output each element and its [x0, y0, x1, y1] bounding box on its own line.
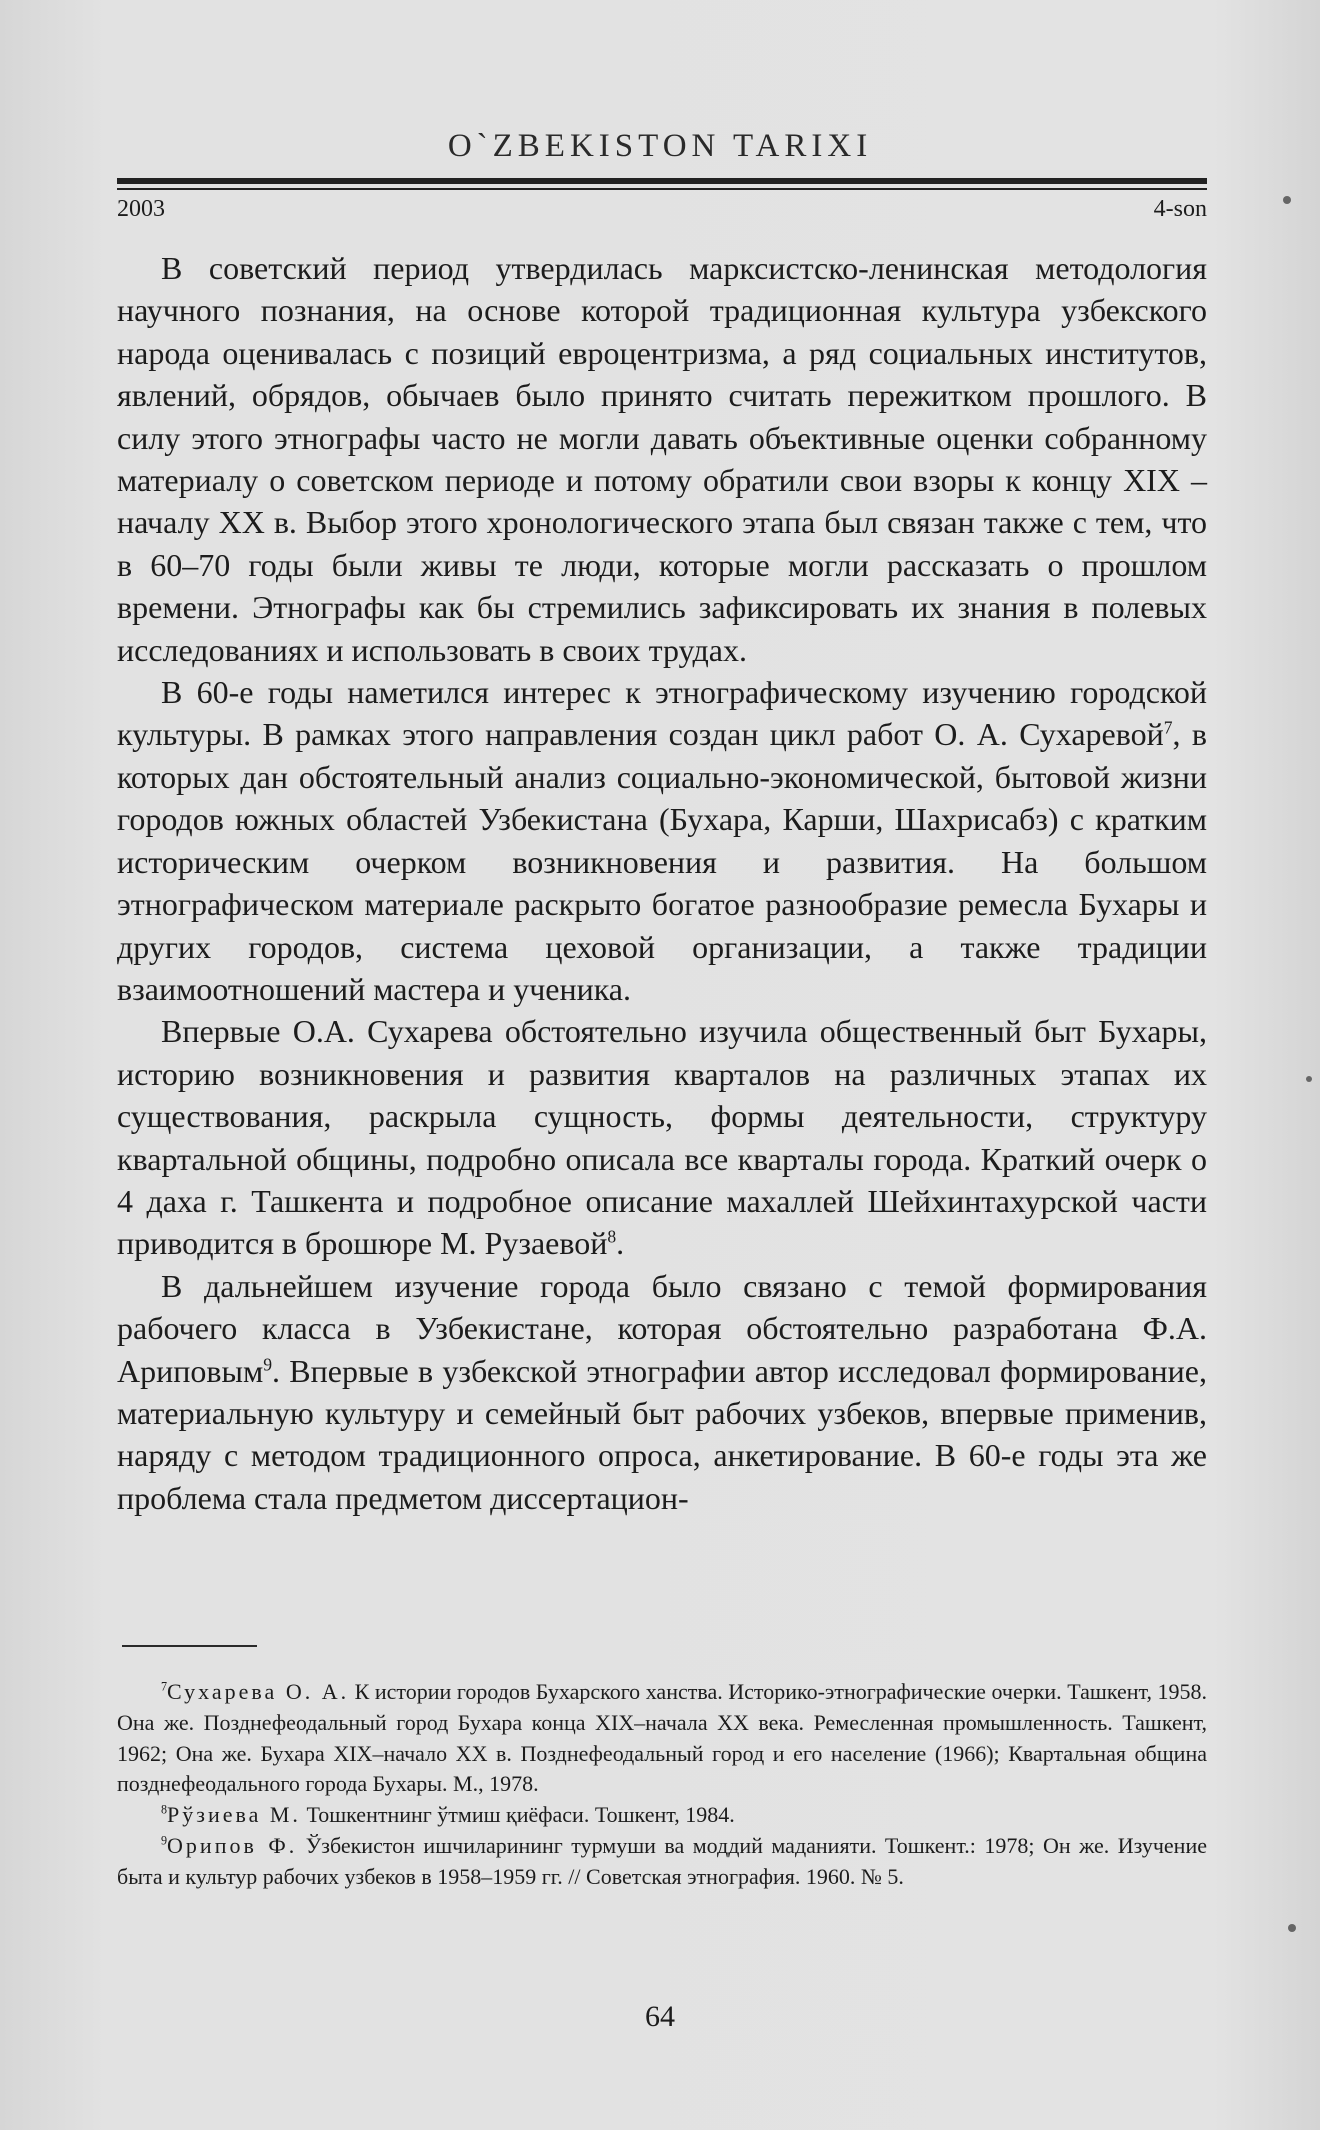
footnotes: [117, 1677, 1207, 1893]
scan-speck: [1288, 1924, 1296, 1932]
footnote-text: К истории городов Бухарского ханства. Историко-этнографические очерки. Ташкент, 1958. Она же. Позднефеодальный город Бухара конца XIX–начала XX века. Ремесленная промышленность. Ташкент, 1962; Она же. Бухара XIX–начало XX в. Позднефеодальный город и его население (1966); Квартальная община позднефеодального города Бухары. М., 1978.: [117, 1679, 1207, 1797]
journal-title: O`ZBEKISTON TARIXI: [447, 128, 873, 164]
paragraph-text: Впервые О.А. Сухарева обстоятельно изучила общественный быт Бухары, историю возникновения и развития кварталов на различных этапах их существования, раскрыла сущность, формы деятельности, структуру квартальной общины, подробно описала все кварталы города. Краткий очерк о 4 даха г. Ташкента и подробное описание махаллей Шейхинтахурской части приводится в брошюре М. Рузаевой: [117, 1013, 1207, 1262]
footnote-ref: 7: [1163, 717, 1173, 738]
article-body: [117, 247, 1207, 1519]
footnote-9: [117, 1831, 1207, 1893]
footnote-separator: [122, 1645, 257, 1647]
paragraph-2: [117, 671, 1207, 1010]
paragraph-text: .: [616, 1225, 625, 1262]
footnote-8: [117, 1800, 1207, 1831]
paragraph-text: , в которых дан обстоятельный анализ социально-экономической, бытовой жизни городов южных областей Узбекистана (Бухара, Карши, Шахрисабз) с кратким историческим очерком возникновения и развития. На большом этнографическом материале раскрыто богатое разнообразие ремесла Бухары и других городов, система цеховой организации, а также традиции взаимоотношений мастера и ученика.: [117, 716, 1208, 1007]
footnote-author: Орипов Ф.: [167, 1832, 298, 1858]
paragraph-text: В 60-е годы наметился интерес к этнографическому изучению городской культуры. В рамках этого направления создан цикл работ О. А. Сухаревой: [117, 674, 1207, 753]
paragraph-text: В советский период утвердилась марксистско-ленинская методология научного познания, на основе которой традиционная культура узбекского народа оценивалась с позиций евроцентризма, а ряд социальных институтов, явлений, обрядов, обычаев было принято считать пережитком прошлого. В силу этого этнографы часто не могли давать объективные оценки собранному материалу о советском периоде и потому обратили свои взоры к концу XIX – началу XX в. Выбор этого хронологического этапа был связан также с тем, что в 60–70 годы были живы те люди, которые могли рассказать о прошлом времени. Этнографы как бы стремились зафиксировать их знания в полевых исследованиях и использовать в своих трудах.: [117, 250, 1207, 668]
paragraph-text: В дальнейшем изучение города было связано с темой формирования рабочего класса в Узбекистане, которая обстоятельно разработана Ф.А. Ариповым: [117, 1267, 1207, 1389]
header-rule-thick: [117, 178, 1207, 184]
footnote-author: Рўзиева М.: [167, 1802, 301, 1828]
footnote-author: Сухарева О. А.: [167, 1679, 350, 1704]
scan-speck: [1306, 1076, 1312, 1082]
footnote-number: 7: [161, 1679, 168, 1694]
footnote-text: Ўзбекистон ишчиларининг турмуши ва моддий маданияти. Тошкент.: 1978; Он же. Изучение быта и культур рабочих узбеков в 1958–1959 гг. // Советская этнография. 1960. № 5.: [117, 1832, 1207, 1889]
header-issue: 4-son: [1153, 196, 1207, 222]
footnote-number: 9: [161, 1833, 168, 1848]
footnote-ref: 8: [607, 1226, 617, 1247]
paragraph-1: [117, 247, 1207, 671]
footnote-number: 8: [161, 1802, 168, 1817]
paragraph-4: [117, 1265, 1207, 1519]
footnote-7: [117, 1677, 1207, 1800]
footnote-text: Тошкентнинг ўтмиш қиёфаси. Тошкент, 1984.: [300, 1802, 735, 1828]
paragraph-3: [117, 1010, 1207, 1264]
header-rule-thin: [117, 188, 1207, 190]
footnote-ref: 9: [263, 1353, 273, 1374]
scan-speck: [1283, 196, 1291, 204]
header-year: 2003: [117, 196, 165, 222]
page-number: 64: [645, 2000, 675, 2033]
paragraph-text: . Впервые в узбекской этнографии автор исследовал формирование, материальную культуру и семейный быт рабочих узбеков, впервые применив, наряду с методом традиционного опроса, анкетирование. В 60-е годы эта же проблема стала предметом диссертацион-: [117, 1352, 1207, 1516]
